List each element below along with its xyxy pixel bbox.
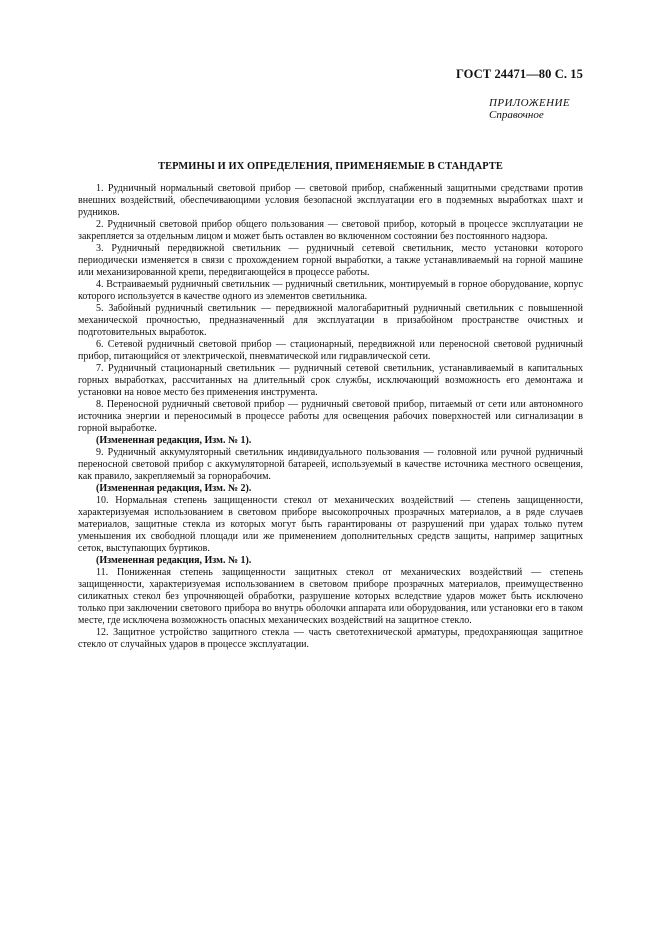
- definition-11: 11. Пониженная степень защищенности защитных стекол от механических воздействий — степень защищенности, характеризуемая использованием в световом приборе прозрачных материалов, преимущественно силикатных стекол без упрочняющей обработки, разрушение которых вследствие ударов может быть исключено только при заключении светового прибора во внутрь оболочки аппарата или оборудования, или установки его в таком месте, где исключена возможность опасных механических воздействий на защитное стекло.: [78, 567, 583, 626]
- definition-1: 1. Рудничный нормальный световой прибор — световой прибор, снабженный защитными средствами против внешних воздействий, обеспечивающими условия безопасной эксплуатации его в подземных выработках шахт и рудников.: [78, 183, 583, 218]
- definition-4: 4. Встраиваемый рудничный светильник — рудничный светильник, монтируемый в горное оборудование, корпус которого используется в качестве одного из элементов светильника.: [78, 279, 583, 302]
- definition-3: 3. Рудничный передвижной светильник — рудничный сетевой светильник, место установки которого периодически изменяется в связи с прохождением горной выработки, а также устанавливаемый на горной машине или механизированной крепи, передвигающейся в процессе работы.: [78, 243, 583, 278]
- definition-12: 12. Защитное устройство защитного стекла — часть светотехнической арматуры, предохраняющая защитное стекло от случайных ударов в процессе эксплуатации.: [78, 627, 583, 650]
- definition-7: 7. Рудничный стационарный светильник — рудничный сетевой светильник, устанавливаемый в капитальных горных выработках, рассчитанных на длительный срок службы, исключающий возможность его демонтажа и установки на новое место без применения инструмента.: [78, 363, 583, 398]
- definition-8: 8. Переносной рудничный световой прибор — рудничный световой прибор, питаемый от сети или автономного источника энергии и переносимый в процессе работы для освещения рабочих поверхностей или сигнализации в горной выработке.: [78, 399, 583, 434]
- definition-10: 10. Нормальная степень защищенности стекол от механических воздействий — степень защищенности, характеризуемая использованием в световом приборе высокопрочных прозрачных материалов, а в ряде случаев материалов, защитные стекла из которых могут быть гарантированы от разрушений при ударах только путем уменьшения их свободной площади или же применением дополнительных средств защиты, например защитных сеток, выступающих буртиков.: [78, 495, 583, 554]
- appendix-label: [489, 97, 570, 121]
- amendment-note-2: (Измененная редакция, Изм. № 2).: [96, 483, 252, 494]
- definitions-list: [78, 183, 583, 651]
- definition-6: 6. Сетевой рудничный световой прибор — стационарный, передвижной или переносной световой рудничный прибор, питающийся от электрической, пневматической или гидравлической сети.: [78, 339, 583, 362]
- definition-9: 9. Рудничный аккумуляторный светильник индивидуального пользования — головной или ручной рудничный переносной световой прибор с аккумуляторной батареей, используемый в качестве источника местного освещения, как правило, закрепляемый за горнорабочим.: [78, 447, 583, 482]
- amendment-note-1: (Измененная редакция, Изм. № 1).: [96, 435, 252, 446]
- appendix-type: Справочное: [489, 109, 544, 121]
- definition-5: 5. Забойный рудничный светильник — передвижной малогабаритный рудничный светильник с повышенной механической прочностью, предназначенный для эксплуатации в призабойном пространстве очистных и подготовительных выработок.: [78, 303, 583, 338]
- definition-2: 2. Рудничный световой прибор общего пользования — световой прибор, который в процессе эксплуатации не закрепляется за отдельным лицом и может быть оставлен во включенном состоянии без постоянного надзора.: [78, 219, 583, 242]
- section-title: ТЕРМИНЫ И ИХ ОПРЕДЕЛЕНИЯ, ПРИМЕНЯЕМЫЕ В СТАНДАРТЕ: [158, 161, 503, 172]
- amendment-note-3: (Измененная редакция, Изм. № 1).: [96, 555, 252, 566]
- appendix-title: ПРИЛОЖЕНИЕ: [489, 97, 570, 109]
- standard-page-header: ГОСТ 24471—80 С. 15: [455, 67, 583, 81]
